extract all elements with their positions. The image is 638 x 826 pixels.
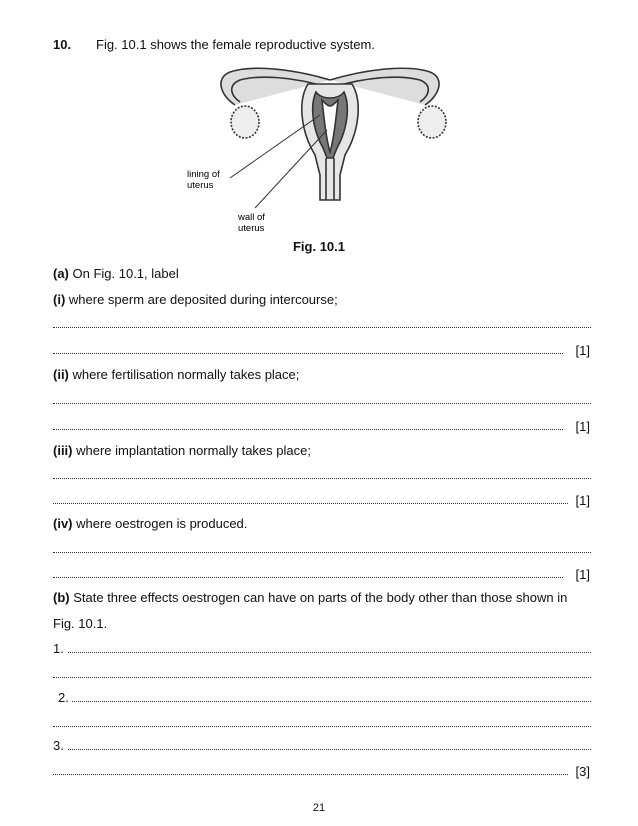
part-a-i-tag: (i): [53, 292, 66, 307]
answer-line[interactable]: [53, 666, 591, 682]
question-intro: Fig. 10.1 shows the female reproductive system.: [96, 37, 375, 52]
answer-1-label: 1.: [53, 641, 64, 656]
label-lining-line1: lining of: [187, 169, 220, 180]
part-a-ii-tag: (ii): [53, 367, 69, 382]
part-b-tag: (b): [53, 590, 70, 605]
uterus-drawing: [221, 68, 446, 200]
answer-line[interactable]: [53, 763, 591, 779]
answer-line[interactable]: [53, 566, 591, 582]
wall-pointer: [255, 130, 327, 208]
figure-caption: Fig. 10.1: [292, 239, 346, 254]
part-a-text: On Fig. 10.1, label: [68, 266, 179, 281]
part-a-tag: (a): [53, 266, 69, 281]
mark-a-iv: [1]: [575, 567, 590, 582]
answer-line[interactable]: [53, 316, 591, 332]
answer-2-label: 2.: [58, 690, 69, 705]
part-a-ii: [53, 367, 299, 382]
answer-line[interactable]: [68, 641, 591, 657]
answer-line[interactable]: [53, 467, 591, 483]
answer-line[interactable]: [53, 392, 591, 408]
answer-line[interactable]: [53, 492, 591, 508]
part-a-iii-text: where implantation normally takes place;: [72, 443, 311, 458]
question-number: 10.: [53, 37, 72, 52]
answer-line[interactable]: [68, 738, 591, 754]
answer-line[interactable]: [53, 715, 591, 731]
mark-a-i: [1]: [575, 343, 590, 358]
mark-a-iii: [1]: [575, 493, 590, 508]
label-wall-line1: wall of: [238, 212, 265, 223]
part-b-text2: Fig. 10.1.: [53, 616, 108, 631]
part-a-heading: [53, 266, 179, 281]
part-a-iv: [53, 516, 247, 531]
part-b-heading: [53, 590, 567, 605]
part-b-text: State three effects oestrogen can have on parts of the body other than those shown in: [69, 590, 568, 605]
part-a-iii-tag: (iii): [53, 443, 73, 458]
answer-line[interactable]: [72, 690, 591, 706]
answer-line[interactable]: [53, 418, 591, 434]
label-lining-line2: uterus: [187, 180, 214, 191]
mark-a-ii: [1]: [575, 419, 590, 434]
answer-3-label: 3.: [53, 738, 64, 753]
part-a-iv-tag: (iv): [53, 516, 73, 531]
part-a-iii: [53, 443, 311, 458]
part-a-i: [53, 292, 338, 307]
label-wall-line2: uterus: [238, 223, 265, 234]
page-number: 21: [312, 802, 326, 814]
part-a-i-text: where sperm are deposited during intercourse;: [65, 292, 338, 307]
answer-line[interactable]: [53, 342, 591, 358]
part-a-iv-text: where oestrogen is produced.: [72, 516, 248, 531]
part-a-ii-text: where fertilisation normally takes place;: [68, 367, 300, 382]
reproductive-system-diagram: [180, 60, 480, 245]
mark-b: [3]: [575, 764, 590, 779]
answer-line[interactable]: [53, 541, 591, 557]
